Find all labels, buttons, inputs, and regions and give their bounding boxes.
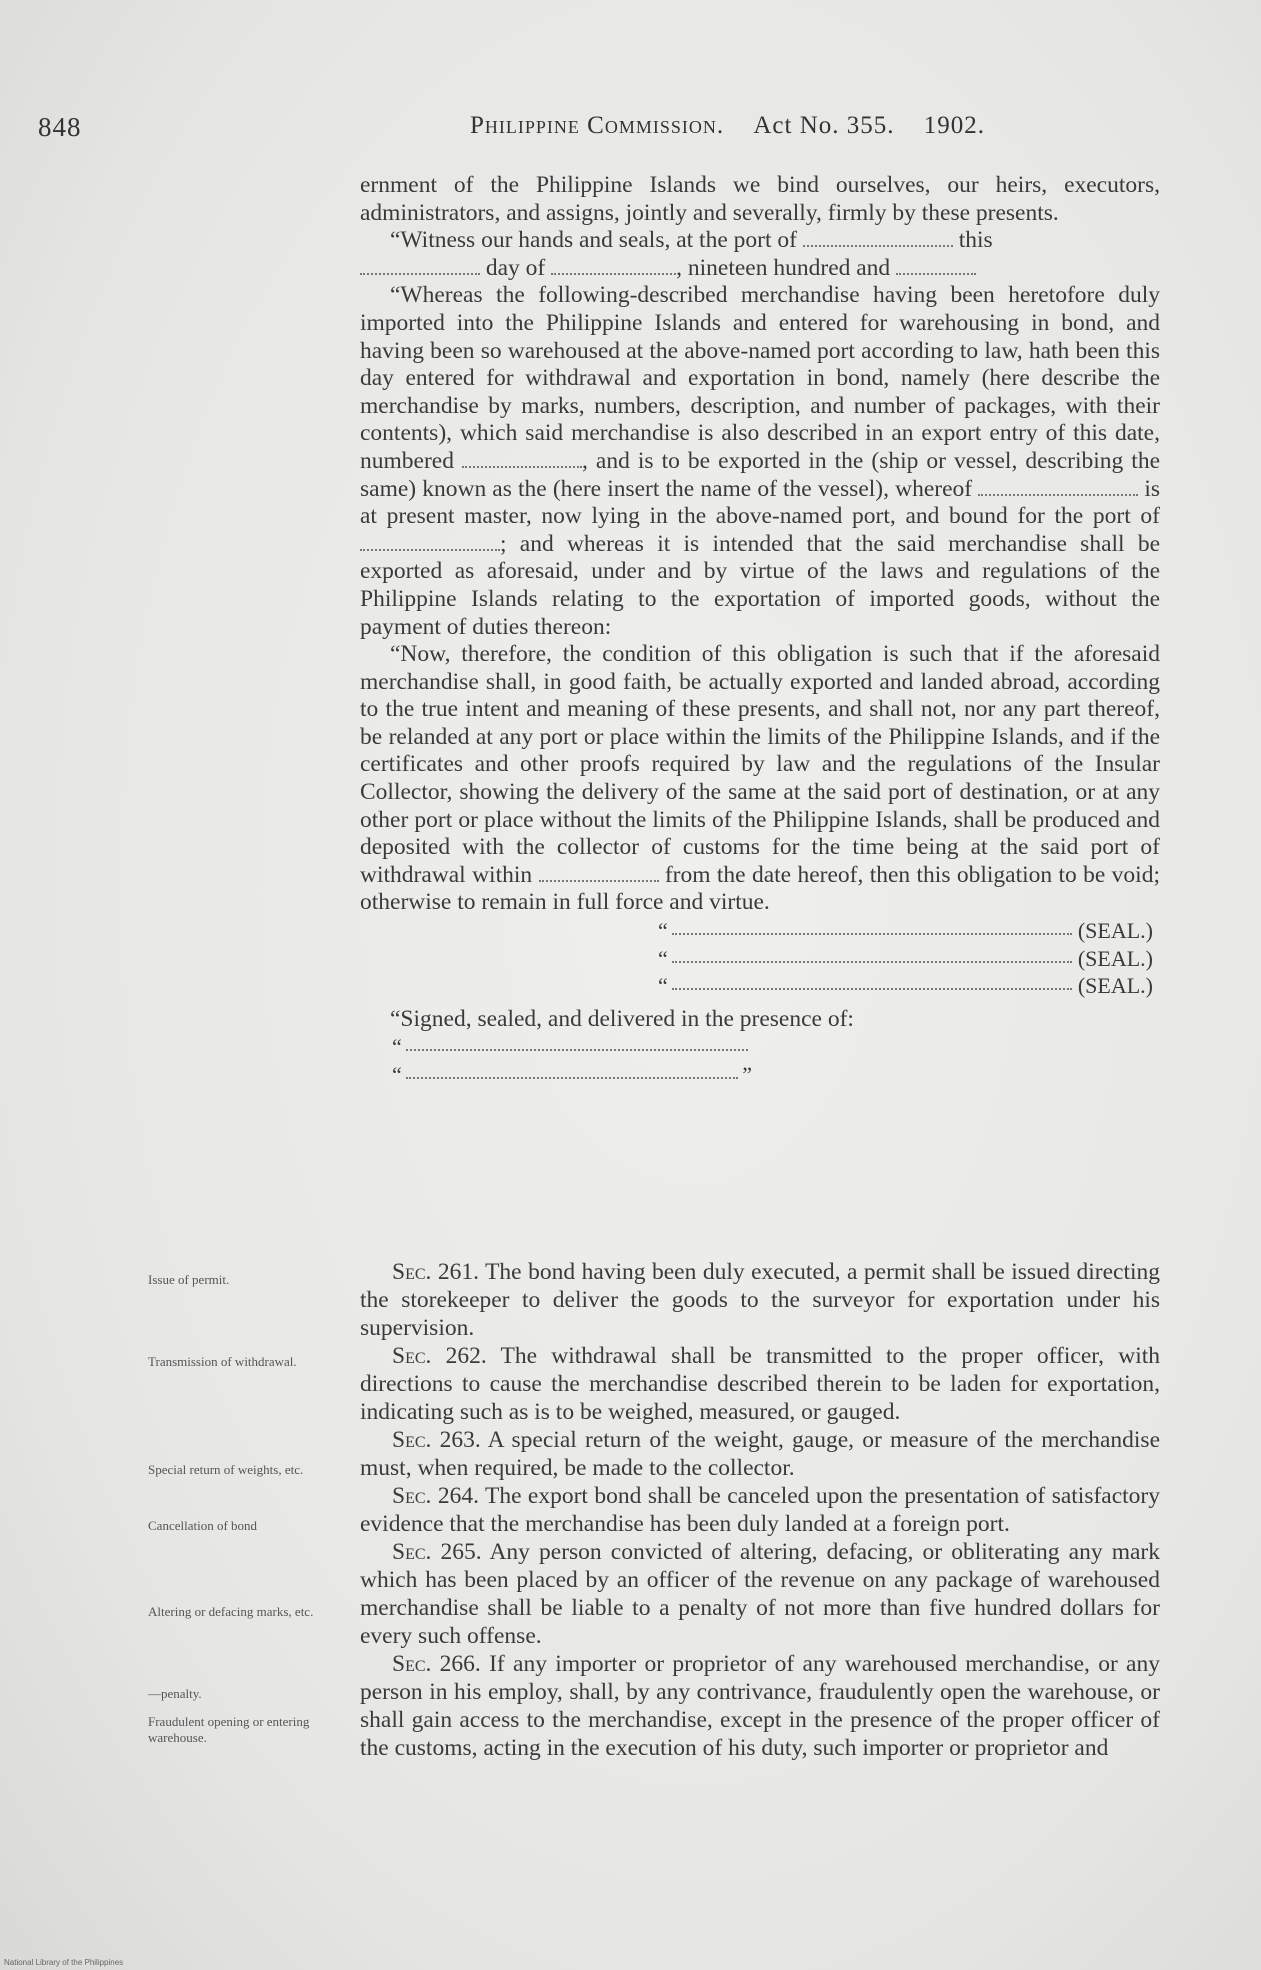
text-run: “Witness our hands and seals, at the port of <box>390 227 797 254</box>
margin-note-penalty: —penalty. <box>148 1686 202 1701</box>
signed-line: “Signed, sealed, and delivered in the presence of: <box>390 1005 854 1032</box>
quote-mark: “ <box>392 1034 402 1060</box>
sections <box>360 1258 1160 1762</box>
section-text: If any importer or proprietor of any warehoused merchandise, or any person in his employ, shall, by any contrivance, fraudulently open the warehouse, or shall gain access to the merchandise, except in the presence of the proper officer of the customs, acting in the execution of his duty, such importer or proprietor and <box>360 1651 1160 1761</box>
blank-line <box>672 917 1072 935</box>
witness-paragraph <box>360 227 1160 282</box>
text-run: ; and whereas it is intended that the said merchandise shall be exported as aforesaid, under and by virtue of the laws and regulations of the Philippine Islands relating to the exportation of imported goods, without the payment of duties thereon: <box>360 530 1160 640</box>
text-run: “Whereas the following-described merchandise having been heretofore duly imported into the Philippine Islands and entered for warehousing in bond, and having been so warehoused at the above-named port according to law, hath been this day entered for withdrawal and exportation in bond, namely (here describe the merchandise by marks, numbers, description, and number of packages, with their contents), which said merchandise is also described in an export entry of this date, numbered <box>360 282 1160 474</box>
quote-mark: ” <box>742 1062 752 1087</box>
blank-line <box>551 259 676 275</box>
margin-note-altering: Altering or defacing marks, etc. <box>148 1604 314 1619</box>
margin-note-special-return: Special return of weights, etc. <box>148 1462 304 1477</box>
section-label: Sec. 261. <box>392 1259 479 1285</box>
section-266 <box>360 1650 1160 1762</box>
seal-label: (SEAL.) <box>1077 945 1153 971</box>
page-header <box>0 112 1261 152</box>
text-run: is at present master, now lying in the above-named port, and bound for the port of <box>360 475 1161 530</box>
section-265 <box>360 1538 1160 1650</box>
whereas-paragraph <box>360 282 1160 641</box>
section-262 <box>360 1342 1160 1426</box>
seal-signature-line <box>658 945 1153 973</box>
section-label: Sec. 262. <box>392 1343 487 1369</box>
paragraph: ernment of the Philippine Islands we bind ourselves, our heirs, executors, administrators, and assigns, jointly and severally, firmly by these presents. <box>360 172 1160 226</box>
section-label: Sec. 264. <box>392 1483 479 1509</box>
blank-line <box>539 866 659 882</box>
text-run: , and is to be exported in the (ship or vessel, describing the same) known as the (here insert the name of the vessel), whereof <box>360 447 1160 502</box>
seal-signature-line <box>658 917 1153 945</box>
section-text: Any person convicted of altering, defacing, or obliterating any mark which has been placed by an officer of the revenue on any package of warehoused merchandise shall be liable to a penalty of not more than five hundred dollars for every such offense. <box>360 1539 1160 1649</box>
text-run: , nineteen hundred and <box>676 254 891 281</box>
quote-mark: “ <box>658 945 668 971</box>
blank-line <box>803 231 953 247</box>
seal-label: (SEAL.) <box>1077 918 1153 944</box>
blank-line <box>360 535 500 551</box>
page-number: 848 <box>38 112 82 142</box>
section-text: The withdrawal shall be transmitted to the proper officer, with directions to cause the merchandise described therein to be laden for exportation, indicating such as is to be weighed, measured, or gauged. <box>360 1343 1161 1425</box>
text-run: from the date hereof, then this obligation to be void; otherwise to remain in full force and virtue. <box>360 861 1160 916</box>
witness-line <box>392 1033 752 1061</box>
blank-line <box>896 259 976 275</box>
section-264 <box>360 1482 1160 1538</box>
margin-note-fraudulent: Fraudulent opening or entering warehouse. <box>148 1714 310 1745</box>
blank-line <box>672 972 1072 990</box>
section-label: Sec. 263. <box>392 1427 481 1453</box>
blank-line <box>406 1033 748 1051</box>
text-run: day of <box>485 254 546 281</box>
blank-line <box>978 480 1138 496</box>
witness-line <box>392 1061 752 1089</box>
blank-line <box>406 1061 738 1079</box>
margin-note-transmission: Transmission of withdrawal. <box>148 1354 297 1369</box>
section-text: The bond having been duly executed, a permit shall be issued directing the storekeeper to deliver the goods to the surveyor for exportation under his supervision. <box>360 1259 1160 1341</box>
footer-credit: National Library of the Philippines <box>4 1958 124 1967</box>
section-text: A special return of the weight, gauge, or measure of the merchandise must, when required, be made to the collector. <box>360 1427 1160 1481</box>
margin-note-cancellation: Cancellation of bond <box>148 1518 258 1533</box>
quote-mark: “ <box>392 1062 402 1087</box>
section-261 <box>360 1258 1160 1342</box>
section-263 <box>360 1426 1160 1482</box>
seal-label: (SEAL.) <box>1077 973 1153 999</box>
section-label: Sec. 266. <box>392 1651 481 1677</box>
quote-mark: “ <box>658 973 668 999</box>
act-number: Act No. 355. <box>753 112 895 139</box>
margin-note-issue: Issue of permit. <box>148 1272 230 1287</box>
section-text: The export bond shall be canceled upon the presentation of satisfactory evidence that the merchandise has been duly landed at a foreign port. <box>360 1483 1161 1537</box>
running-head <box>470 112 985 140</box>
running-title: Philippine Commission. <box>470 112 725 139</box>
bond-form-text <box>360 172 1160 1089</box>
blank-line <box>672 945 1072 963</box>
now-therefore-paragraph <box>360 641 1160 917</box>
year: 1902. <box>923 112 985 139</box>
text-run: “Now, therefore, the condition of this obligation is such that if the aforesaid merchandise shall, in good faith, be actually exported and landed abroad, according to the true intent and meaning of these presents, and shall not, nor any part thereof, be relanded at any port or place within the limits of the Philippine Islands, and if the certificates and other proofs required by law and the regulations of the Insular Collector, showing the delivery of the same at the said port of destination, or at any other port or place without the limits of the Philippine Islands, shall be produced and deposited with the collector of customs for the time being at the said port of withdrawal within <box>360 641 1160 888</box>
section-label: Sec. 265. <box>392 1539 482 1565</box>
quote-mark: “ <box>658 918 668 944</box>
blank-line <box>360 259 480 275</box>
seal-signature-line <box>658 972 1153 1000</box>
text-run: this <box>958 227 993 254</box>
blank-line <box>462 452 582 468</box>
